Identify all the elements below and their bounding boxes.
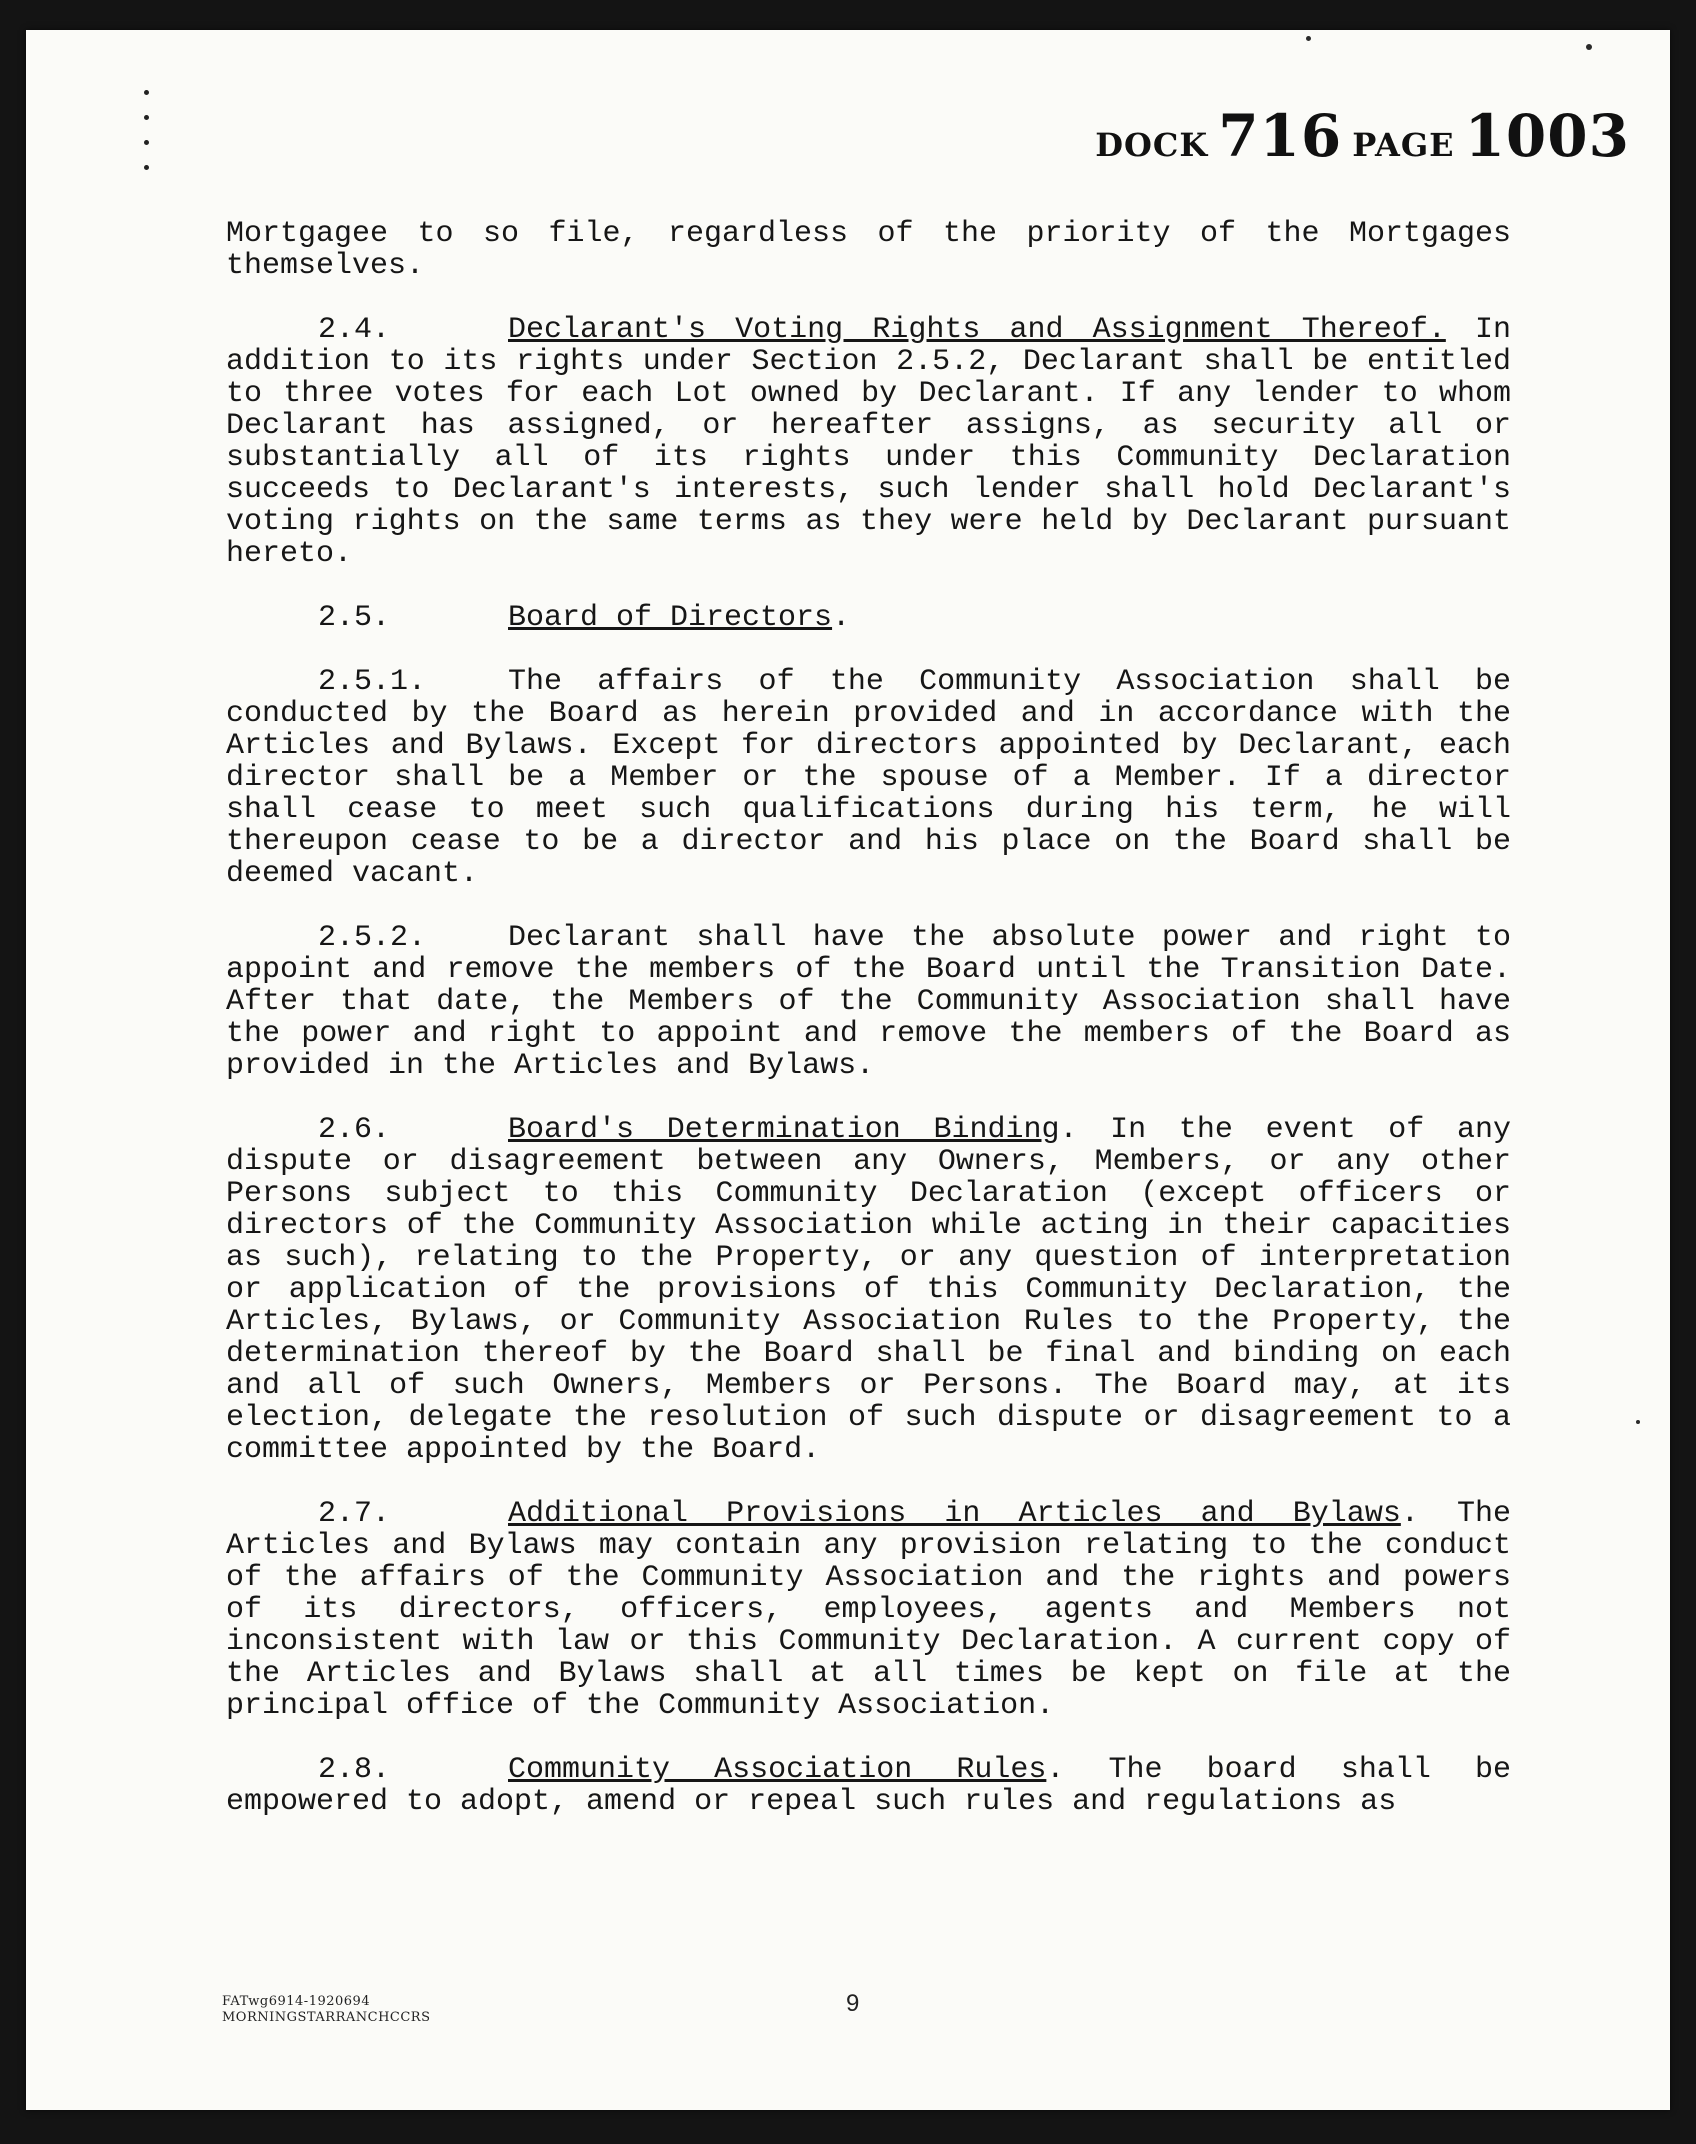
book-label: DOCK [1095,126,1209,164]
section-2-4 [226,314,1511,570]
hole-dot [144,140,149,145]
section-number: 2.8. [318,1753,391,1787]
footer-page-number: 9 [846,1990,860,2017]
section-number: 2.6. [318,1113,391,1147]
hole-dot [144,90,149,95]
hole-dot [144,165,149,170]
book-number: 716 [1218,102,1343,170]
document-page [26,30,1670,2110]
section-heading: Board's Determination Binding [508,1113,1060,1147]
section-body: The affairs of the Community Association shall be conducted by the Board as herein provided and in accordance with the Articles and Bylaws. Except for directors appointed by Declarant, each director shall be a Member or the spouse of a Member. If a director shall cease to meet such qualifications during his term, he will thereupon cease to be a director and his place on the Board shall be deemed vacant. [226,665,1511,891]
section-body: The board shall be empowered to adopt, amend or repeal such rules and regulations as [226,1753,1511,1819]
section-2-5-2 [226,922,1511,1082]
footer-file-code [222,1994,431,2026]
section-heading: Declarant's Voting Rights and Assignment Thereof. [508,313,1446,347]
section-heading: Board of Directors [508,601,833,635]
section-body: The Articles and Bylaws may contain any provision relating to the conduct of the affairs of the Community Association and the rights and powers of its directors, officers, employees, agents and Members not inconsistent with law or this Community Declaration. A current copy of the Articles and Bylaws shall at all times be kept on file at the principal office of the Community Association. [226,1497,1511,1723]
hole-dot [144,115,149,120]
section-2-7: 2.7. Additional Provisions in Articles and Bylaws. The Articles and Bylaws may contain any provision relating to the conduct of the affairs of the Community Association and the rights and powers of its directors, officers, employees, agents and Members not inconsistent with law or this Community Declaration. A current copy of the Articles and Bylaws shall at all times be kept on file at the principal office of the Community Association. [226,1497,1511,1723]
scan-speck [1586,44,1592,50]
section-body: Declarant shall have the absolute power and right to appoint and remove the members of the Board until the Transition Date. After that date, the Members of the Community Association shall have the power and right to appoint and remove the members of the Board as provided in the Articles and Bylaws. [226,921,1511,1083]
section-2-6: 2.6. Board's Determination Binding. In the event of any dispute or disagreement between any Owners, Members, or any other Persons subject to this Community Declaration (except officers or directors of the Community Association while acting in their capacities as such), relating to the Property, or any question of interpretation or application of the provisions of this Community Declaration, the Articles, Bylaws, or Community Association Rules to the Property, the determination thereof by the Board shall be final and binding on each and all of such Owners, Members or Persons. The Board may, at its election, delegate the resolution of such dispute or disagreement to a committee appointed by the Board. [226,1113,1511,1467]
page-number-stamp: 1003 [1464,102,1630,170]
paragraph-continuation: Mortgagee to so file, regardless of the priority of the Mortgages themselves. [226,217,1511,283]
section-number: 2.7. [318,1497,391,1531]
scan-speck [1636,1420,1640,1424]
section-2-8: 2.8. Community Association Rules. The board shall be empowered to adopt, amend or repeal such rules and regulations as [226,1753,1511,1819]
section-heading: Community Association Rules [508,1753,1047,1787]
scan-speck [1306,36,1311,41]
section-number: 2.5. [318,601,391,635]
section-body: In addition to its rights under Section 2.5.2, Declarant shall be entitled to three votes for each Lot owned by Declarant. If any lender to whom Declarant has assigned, or hereafter assigns, as security all or substantially all of its rights under this Community Declaration succeeds to Declarant's interests, such lender shall hold Declarant's voting rights on the same terms as they were held by Declarant pursuant hereto. [226,313,1511,571]
footer-code-line: FATwg6914-1920694 [222,1994,371,2009]
section-2-5-1 [226,666,1511,890]
section-number: 2.5.2. [318,921,427,955]
footer-code-line: MORNINGSTARRANCHCCRS [222,2010,431,2025]
document-body [226,218,1511,1850]
binding-holes [144,90,150,190]
section-number: 2.4. [318,313,391,347]
section-number: 2.5.1. [318,665,427,699]
section-heading: Additional Provisions in Articles and Bylaws [508,1497,1401,1531]
section-2-5: 2.5. Board of Directors. [318,601,851,635]
page-label: PAGE [1352,126,1455,164]
book-page-stamp [1095,102,1630,170]
section-body: In the event of any dispute or disagreement between any Owners, Members, or any other Persons subject to this Community Declaration (except officers or directors of the Community Association while acting in their capacities as such), relating to the Property, or any question of interpretation or application of the provisions of this Community Declaration, the Articles, Bylaws, or Community Association Rules to the Property, the determination thereof by the Board shall be final and binding on each and all of such Owners, Members or Persons. The Board may, at its election, delegate the resolution of such dispute or disagreement to a committee appointed by the Board. [226,1113,1511,1467]
